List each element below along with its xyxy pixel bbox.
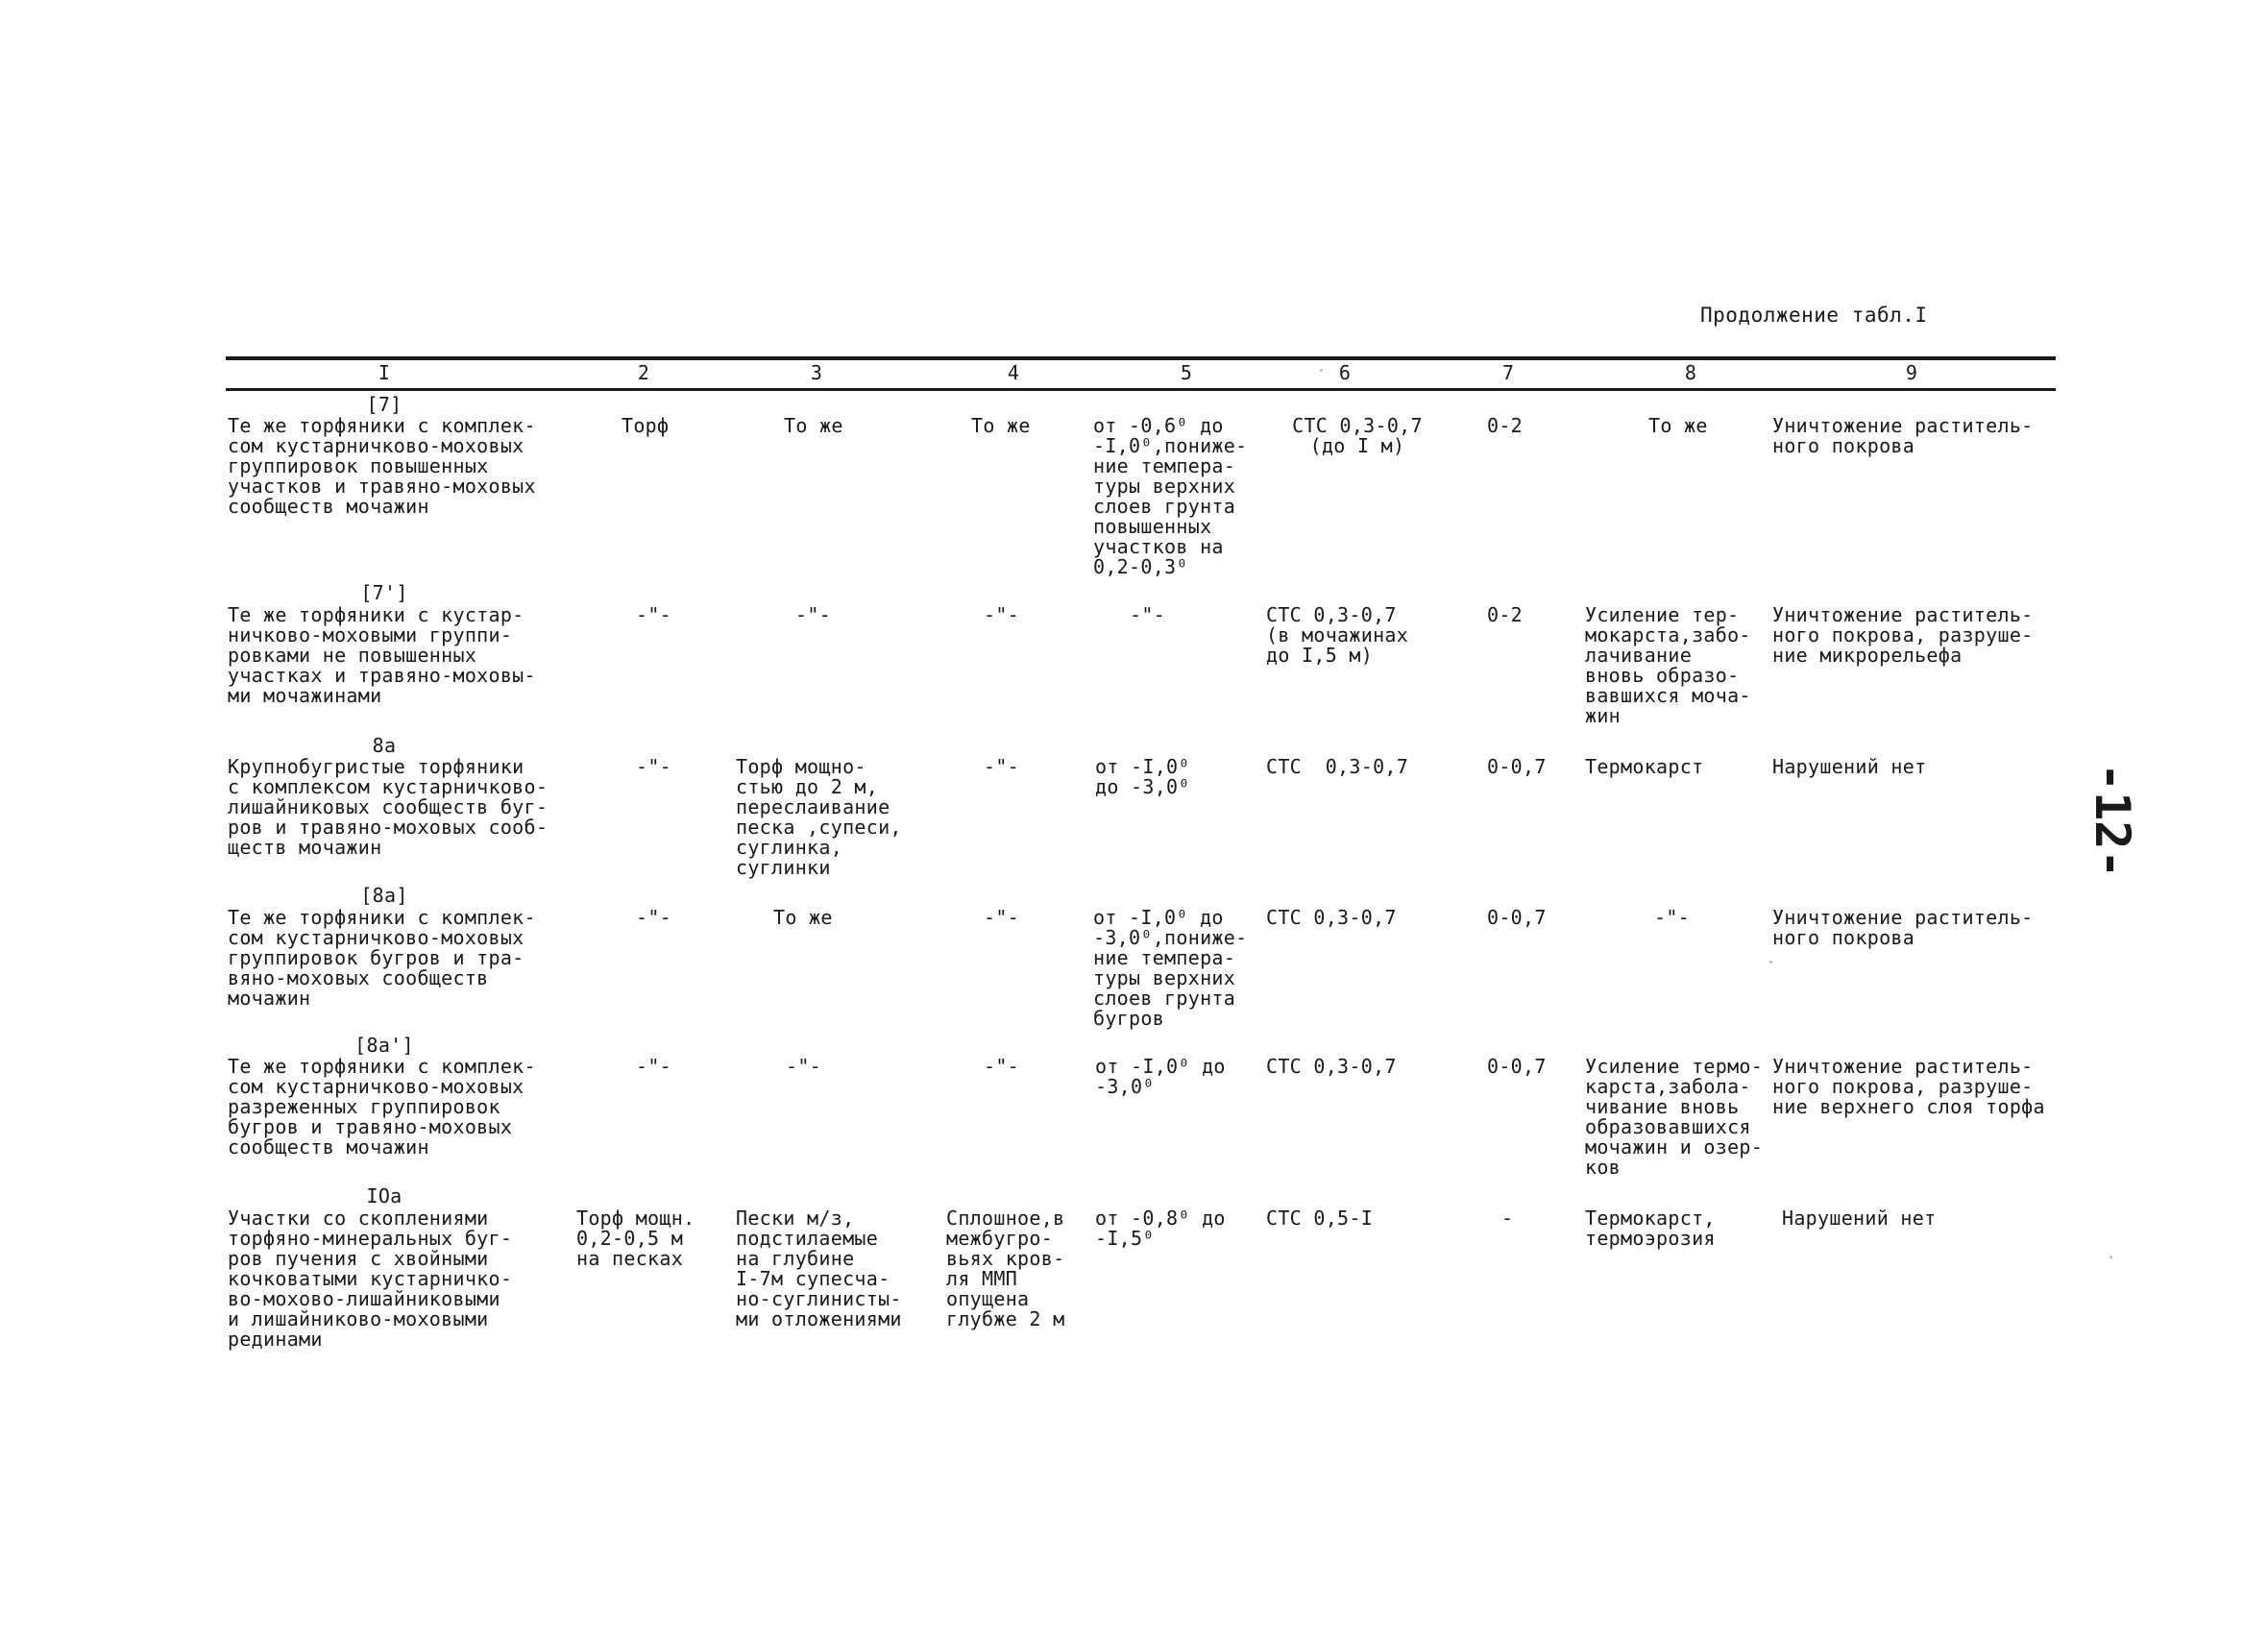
cell-col-9: Нарушений нет bbox=[1772, 755, 1927, 778]
cell-col-6: СТС 0,3-0,7 (до I м) bbox=[1292, 414, 1423, 457]
cell-col-2: Торф мощн. 0,2-0,5 м на песках bbox=[576, 1207, 695, 1270]
cell-col-4: -"- bbox=[984, 1055, 1020, 1078]
cell-col-3: То же bbox=[784, 414, 843, 437]
header-col-1: I bbox=[378, 361, 391, 384]
cell-col-5: от -I,0⁰ до -3,0⁰,пониже- ние темпера- туры верхних слоев грунта бугров bbox=[1093, 906, 1248, 1030]
cell-col-7: - bbox=[1501, 1207, 1514, 1230]
cell-col-2: -"- bbox=[636, 603, 672, 626]
header-underline-rule bbox=[226, 388, 2056, 391]
cell-col-6: СТС 0,3-0,7 (в мочажинах до I,5 м) bbox=[1266, 603, 1409, 667]
cell-col-8: Усиление тер- мокарста,забо- лачивание вновь образо- вавшихся моча- жин bbox=[1585, 603, 1751, 727]
header-col-6: 6 bbox=[1338, 361, 1352, 384]
cell-col-4: -"- bbox=[984, 906, 1020, 929]
header-col-7: 7 bbox=[1501, 361, 1515, 384]
cell-col-2: Торф bbox=[622, 414, 670, 437]
cell-col-1: Те же торфяники с кустар- ничково-моховыми группи- ровками не повышенных участках и травяно-моховы- ми мочажинами bbox=[228, 603, 536, 707]
row-code: [8а] bbox=[360, 884, 408, 907]
header-col-4: 4 bbox=[1007, 361, 1020, 384]
row-code: IOа bbox=[366, 1184, 402, 1207]
scan-speck bbox=[1769, 961, 1772, 963]
cell-col-8: -"- bbox=[1654, 906, 1691, 929]
cell-col-3: То же bbox=[773, 906, 833, 929]
cell-col-8: Термокарст, термоэрозия bbox=[1585, 1207, 1716, 1250]
cell-col-9: Уничтожение раститель- ного покрова bbox=[1772, 414, 2034, 457]
page-number: -12- bbox=[2085, 763, 2140, 879]
cell-col-2: -"- bbox=[636, 755, 672, 778]
cell-col-8: Усиление термо- карста,забола- чивание вновь образовавшихся мочажин и озер- ков bbox=[1585, 1055, 1764, 1179]
cell-col-4: -"- bbox=[984, 603, 1020, 626]
cell-col-8: Термокарст bbox=[1585, 755, 1704, 778]
cell-col-5: -"- bbox=[1130, 603, 1166, 626]
table-top-rule bbox=[226, 356, 2056, 360]
cell-col-3: Пески м/з, подстилаемые на глубине I-7м супесча- но-суглинисты- ми отложениями bbox=[736, 1207, 902, 1330]
cell-col-1: Те же торфяники с комплек- сом кустарничково-моховых группировок бугров и тра- вяно-моховых сообществ мочажин bbox=[228, 906, 536, 1010]
cell-col-5: от -0,6⁰ до -I,0⁰,пониже- ние темпера- туры верхних слоев грунта повышенных участков на 0,2-0,3⁰ bbox=[1093, 414, 1248, 578]
cell-col-7: 0-0,7 bbox=[1487, 1055, 1547, 1078]
cell-col-3: -"- bbox=[786, 1055, 822, 1078]
cell-col-4: Сплошное,в межбугро- вьях кров- ля ММП опущена глубже 2 м bbox=[946, 1207, 1065, 1330]
cell-col-9: Уничтожение раститель- ного покрова, разруше- ние верхнего слоя торфа bbox=[1772, 1055, 2045, 1118]
cell-col-1: Те же торфяники с комплек- сом кустарничково-моховых группировок повышенных участков и травяно-моховых сообществ мочажин bbox=[228, 414, 536, 518]
header-col-8: 8 bbox=[1684, 361, 1697, 384]
cell-col-4: -"- bbox=[984, 755, 1020, 778]
cell-col-2: -"- bbox=[636, 906, 672, 929]
row-code: [7] bbox=[366, 393, 402, 416]
cell-col-1: Те же торфяники с комплек- сом кустарничково-моховых разреженных группировок бугров и травяно-моховых сообществ мочажин bbox=[228, 1055, 536, 1158]
header-col-3: 3 bbox=[810, 361, 823, 384]
cell-col-7: 0-0,7 bbox=[1487, 755, 1547, 778]
row-code: 8а bbox=[372, 734, 397, 757]
cell-col-6: СТС 0,3-0,7 bbox=[1266, 1055, 1397, 1078]
row-code: [7'] bbox=[360, 581, 408, 604]
cell-col-9: Нарушений нет bbox=[1782, 1207, 1937, 1230]
cell-col-2: -"- bbox=[636, 1055, 672, 1078]
cell-col-4: То же bbox=[971, 414, 1031, 437]
cell-col-5: от -I,0⁰ до -3,0⁰ bbox=[1095, 1055, 1226, 1098]
cell-col-9: Уничтожение раститель- ного покрова, разруше- ние микрорельефа bbox=[1772, 603, 2034, 667]
cell-col-1: Крупнобугристые торфяники с комплексом кустарничково- лишайниковых сообществ буг- ров и травяно-моховых сооб- ществ мочажин bbox=[228, 755, 549, 859]
cell-col-3: -"- bbox=[795, 603, 832, 626]
header-col-2: 2 bbox=[637, 361, 650, 384]
cell-col-3: Торф мощно- стью до 2 м, переслаивание песка ,супеси, суглинка, суглинки bbox=[736, 755, 902, 879]
header-col-9: 9 bbox=[1905, 361, 1918, 384]
cell-col-7: 0-0,7 bbox=[1487, 906, 1547, 929]
cell-col-6: СТС 0,5-I bbox=[1266, 1207, 1374, 1230]
cell-col-5: от -I,0⁰ до -3,0⁰ bbox=[1095, 755, 1190, 798]
table-caption: Продолжение табл.I bbox=[1700, 304, 1928, 327]
row-code: [8а'] bbox=[354, 1034, 414, 1057]
scan-speck bbox=[1320, 369, 1323, 372]
cell-col-6: СТС 0,3-0,7 bbox=[1266, 906, 1397, 929]
cell-col-5: от -0,8⁰ до -I,5⁰ bbox=[1095, 1207, 1226, 1250]
cell-col-9: Уничтожение раститель- ного покрова bbox=[1772, 906, 2034, 949]
scan-speck bbox=[2109, 1256, 2112, 1258]
cell-col-1: Участки со скоплениями торфяно-минеральных буг- ров пучения с хвойными кочковатыми кустарничко- во-мохово-лишайниковыми и лишайниково-моховыми рединами bbox=[228, 1207, 513, 1351]
cell-col-6: СТС 0,3-0,7 bbox=[1266, 755, 1409, 778]
cell-col-8: То же bbox=[1648, 414, 1708, 437]
cell-col-7: 0-2 bbox=[1487, 603, 1524, 626]
header-col-5: 5 bbox=[1180, 361, 1193, 384]
cell-col-7: 0-2 bbox=[1487, 414, 1524, 437]
